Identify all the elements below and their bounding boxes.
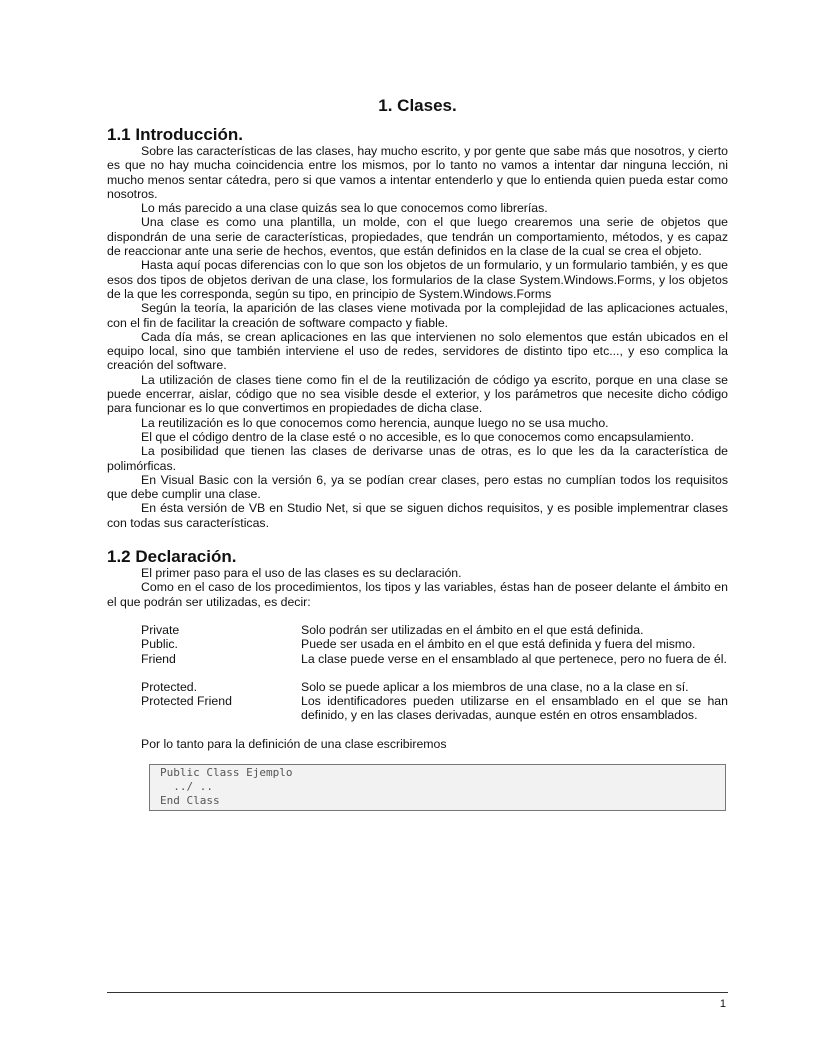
section-title-declaracion: 1.2 Declaración. [107,547,237,567]
paragraph: Una clase es como una plantilla, un molde, con el que luego crearemos una serie de objetos que dispondrán de una serie de características, propiedades, que tendrán un comportamiento, métodos, y es capaz de reaccionar ante una serie de hechos, eventos, que están definidos en la clase de la cual se crea el objeto. [107,215,728,259]
paragraph: Hasta aquí pocas diferencias con lo que son los objetos de un formulario, y un formulario también, y es que esos dos tipos de objetos derivan de una clase, los formularios de la clase System.Windows.Forms, y los objetos de la que les corresponda, según su tipo, en principio de System.Windows.Forms [107,258,728,301]
paragraph: La utilización de clases tiene como fin el de la reutilización de código ya escrito, porque en una clase se puede encerrar, aislar, código que no sea visible desde el exterior, y los parámetros que necesite dicho código para funcionar es lo que convertimos en propiedades de dicha clase. [107,372,728,416]
definition-row [141,694,728,723]
definition-term: Protected. [141,679,198,694]
definition-description: Solo podrán ser utilizadas en el ámbito en el que está definida. [301,622,644,637]
page-number: 1 [719,998,726,1010]
definition-term: Friend [141,651,176,666]
code-line: Public Class Ejemplo [160,765,293,779]
code-block [149,764,726,811]
paragraph: El primer paso para el uso de las clases es su declaración. [141,566,462,581]
definition-term: Protected Friend [141,694,232,709]
paragraph: Como en el caso de los procedimientos, los tipos y las variables, éstas han de poseer delante el ámbito en el que podrán ser utilizadas, es decir: [107,580,728,609]
footer-divider [107,992,728,993]
definition-row [141,680,728,694]
paragraph: Cada día más, se crean aplicaciones en las que intervienen no solo elementos que están ubicados en el equipo local, sino que también interviene el uso de redes, servidores de distinto tipo etc..., y eso complica la creación del software. [107,329,728,373]
paragraph: Según la teoría, la aparición de las clases viene motivada por la complejidad de las aplicaciones actuales, con el fin de facilitar la creación de software compacto y fiable. [107,301,728,330]
definition-term: Public. [141,637,178,652]
section-title-introduccion: 1.1 Introducción. [107,125,244,144]
paragraph: En Visual Basic con la versión 6, ya se podían crear clases, pero estas no cumplían todos los requisitos que debe cumplir una clase. [107,472,728,502]
definition-description: Solo se puede aplicar a los miembros de una clase, no a la clase en sí. [301,679,689,694]
paragraph: El que el código dentro de la clase esté o no accesible, es lo que conocemos como encapsulamiento. [141,429,695,444]
chapter-title: 1. Clases. [378,96,457,115]
paragraph: Sobre las características de las clases, hay mucho escrito, y por gente que sabe más que nosotros, y cierto es que no hay mucha coincidencia entre los mismos, por lo tanto no vamos a intentar dar ninguna lección, ni mucho menos sentar cátedra, pero si que vamos a intentar entenderlo y que lo entienda quien pueda estar como nosotros. [107,144,728,201]
page-content [107,96,728,811]
code-intro-text: Por lo tanto para la definición de una clase escribiremos [141,736,447,751]
scope-definition-list [141,623,728,723]
paragraph: Lo más parecido a una clase quizás sea lo que conocemos como librerías. [141,201,548,216]
definition-description: La clase puede verse en el ensamblado al que pertenece, pero no fuera de él. [301,651,727,666]
paragraph: La reutilización es lo que conocemos como herencia, aunque luego no se usa mucho. [141,415,609,430]
code-line: ../ .. [160,779,213,793]
definition-row [141,623,728,637]
definition-description: Puede ser usada en el ámbito en el que está definida y fuera del mismo. [301,637,696,652]
definition-description: Los identificadores pueden utilizarse en el ensamblado en el que se han definido, y en las clases derivadas, aunque estén en otros ensamblados. [301,694,728,723]
definition-term: Private [141,622,180,637]
definition-row [141,637,728,651]
paragraph: La posibilidad que tienen las clases de derivarse unas de otras, es lo que les da la característica de polimórficas. [107,444,728,473]
definition-row [141,652,728,666]
paragraph: En ésta versión de VB en Studio Net, si que se siguen dichos requisitos, y es posible implementrar clases con todas sus características. [107,501,728,530]
code-line: End Class [160,793,220,807]
